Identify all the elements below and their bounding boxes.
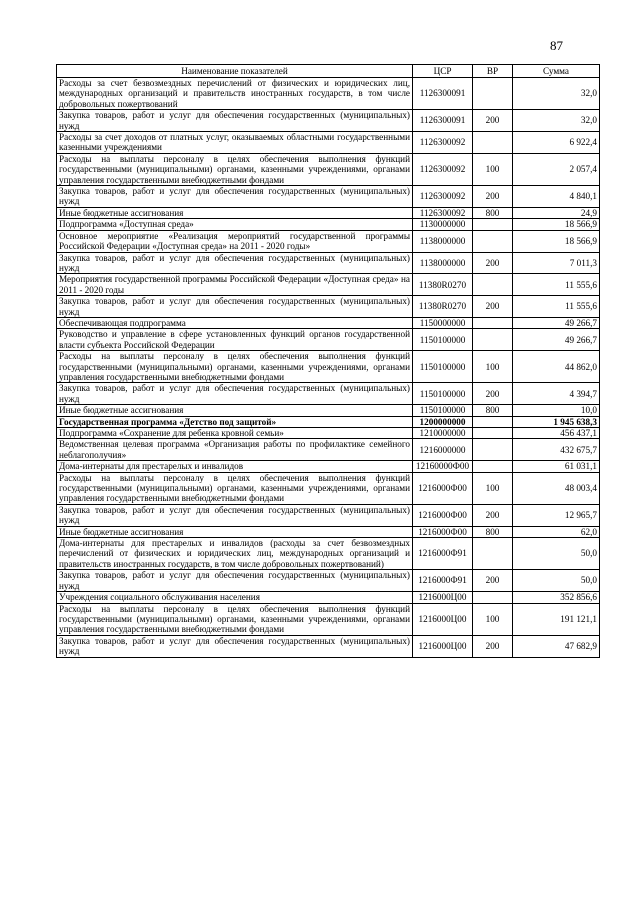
page-number: 87 bbox=[550, 38, 563, 53]
cell-sum: 50,0 bbox=[513, 538, 600, 570]
table-row bbox=[57, 526, 600, 537]
table-row bbox=[57, 274, 600, 296]
cell-name: Закупка товаров, работ и услуг для обеспечения государственных (муниципальных) нужд bbox=[57, 635, 413, 657]
cell-sum: 11 555,6 bbox=[513, 296, 600, 318]
cell-csr: 1216000Ц00 bbox=[413, 603, 473, 635]
cell-vr: 100 bbox=[473, 603, 513, 635]
table-row bbox=[57, 635, 600, 657]
cell-vr: 800 bbox=[473, 405, 513, 416]
cell-vr bbox=[473, 274, 513, 296]
cell-vr: 200 bbox=[473, 296, 513, 318]
cell-csr: 1150000000 bbox=[413, 317, 473, 328]
budget-table bbox=[56, 64, 600, 658]
cell-name: Расходы за счет доходов от платных услуг, оказываемых областными государственными казенными учреждениями bbox=[57, 132, 413, 154]
cell-vr bbox=[473, 439, 513, 461]
cell-name: Закупка товаров, работ и услуг для обеспечения государственных (муниципальных) нужд bbox=[57, 570, 413, 592]
table-row bbox=[57, 317, 600, 328]
cell-csr: 1138000000 bbox=[413, 230, 473, 252]
cell-vr: 200 bbox=[473, 504, 513, 526]
cell-sum: 2 057,4 bbox=[513, 153, 600, 185]
cell-sum: 18 566,9 bbox=[513, 230, 600, 252]
table-row bbox=[57, 570, 600, 592]
cell-sum: 32,0 bbox=[513, 110, 600, 132]
cell-csr: 1216000Ф91 bbox=[413, 538, 473, 570]
table-row bbox=[57, 186, 600, 208]
cell-name: Расходы на выплаты персоналу в целях обеспечения выполнения функций государственными (муниципальными) органами, казенными учреждениями, органами управления государственными внебюджетными фондами bbox=[57, 153, 413, 185]
cell-vr bbox=[473, 219, 513, 230]
table-row bbox=[57, 207, 600, 218]
cell-csr: 1216000Ц00 bbox=[413, 635, 473, 657]
cell-vr: 200 bbox=[473, 110, 513, 132]
table-row bbox=[57, 416, 600, 427]
cell-sum: 47 682,9 bbox=[513, 635, 600, 657]
cell-csr: 1130000000 bbox=[413, 219, 473, 230]
cell-name: Закупка товаров, работ и услуг для обеспечения государственных (муниципальных) нужд bbox=[57, 504, 413, 526]
cell-name: Учреждения социального обслуживания населения bbox=[57, 592, 413, 603]
cell-sum: 49 266,7 bbox=[513, 317, 600, 328]
table-body bbox=[57, 78, 600, 658]
cell-name: Мероприятия государственной программы Российской Федерации «Доступная среда» на 2011 - 2020 годы bbox=[57, 274, 413, 296]
cell-vr bbox=[473, 538, 513, 570]
table-row bbox=[57, 428, 600, 439]
cell-csr: 1216000000 bbox=[413, 439, 473, 461]
cell-sum: 24,9 bbox=[513, 207, 600, 218]
cell-csr: 11380R0270 bbox=[413, 274, 473, 296]
table-row bbox=[57, 538, 600, 570]
cell-sum: 61 031,1 bbox=[513, 461, 600, 472]
cell-name: Закупка товаров, работ и услуг для обеспечения государственных (муниципальных) нужд bbox=[57, 296, 413, 318]
table-header-row bbox=[57, 65, 600, 78]
cell-csr: 1126300092 bbox=[413, 207, 473, 218]
cell-sum: 4 840,1 bbox=[513, 186, 600, 208]
cell-name: Расходы на выплаты персоналу в целях обеспечения выполнения функций государственными (муниципальными) органами, казенными учреждениями, органами управления государственными внебюджетными фондами bbox=[57, 603, 413, 635]
cell-sum: 48 003,4 bbox=[513, 472, 600, 504]
cell-name: Закупка товаров, работ и услуг для обеспечения государственных (муниципальных) нужд bbox=[57, 110, 413, 132]
cell-name: Дома-интернаты для престарелых и инвалидов bbox=[57, 461, 413, 472]
cell-csr: 1216000Ф00 bbox=[413, 472, 473, 504]
cell-name: Подпрограмма «Сохранение для ребенка кровной семьи» bbox=[57, 428, 413, 439]
cell-sum: 62,0 bbox=[513, 526, 600, 537]
cell-name: Подпрограмма «Доступная среда» bbox=[57, 219, 413, 230]
cell-name: Ведомственная целевая программа «Организация работы по профилактике семейного неблагополучия» bbox=[57, 439, 413, 461]
cell-sum: 18 566,9 bbox=[513, 219, 600, 230]
cell-csr: 1150100000 bbox=[413, 351, 473, 383]
table-row bbox=[57, 78, 600, 110]
table-row bbox=[57, 296, 600, 318]
cell-csr: 1126300092 bbox=[413, 132, 473, 154]
cell-csr: 12160000Ф00 bbox=[413, 461, 473, 472]
table-row bbox=[57, 110, 600, 132]
table-row bbox=[57, 329, 600, 351]
cell-name: Расходы на выплаты персоналу в целях обеспечения выполнения функций государственными (муниципальными) органами, казенными учреждениями, органами управления государственными внебюджетными фондами bbox=[57, 351, 413, 383]
header-name: Наименование показателей bbox=[57, 65, 413, 78]
cell-sum: 50,0 bbox=[513, 570, 600, 592]
header-vr: ВР bbox=[473, 65, 513, 78]
cell-vr: 800 bbox=[473, 526, 513, 537]
cell-csr: 1138000000 bbox=[413, 252, 473, 274]
table-row bbox=[57, 153, 600, 185]
header-sum: Сумма bbox=[513, 65, 600, 78]
cell-vr bbox=[473, 329, 513, 351]
cell-vr: 800 bbox=[473, 207, 513, 218]
table-row bbox=[57, 383, 600, 405]
cell-name: Закупка товаров, работ и услуг для обеспечения государственных (муниципальных) нужд bbox=[57, 252, 413, 274]
cell-sum: 7 011,3 bbox=[513, 252, 600, 274]
cell-vr: 100 bbox=[473, 153, 513, 185]
table-row bbox=[57, 132, 600, 154]
cell-name: Расходы за счет безвозмездных перечислений от физических и юридических лиц, международных организаций и правительств иностранных государств, в том числе добровольных пожертвований bbox=[57, 78, 413, 110]
cell-csr: 1216000Ф91 bbox=[413, 570, 473, 592]
cell-name: Закупка товаров, работ и услуг для обеспечения государственных (муниципальных) нужд bbox=[57, 383, 413, 405]
cell-vr bbox=[473, 132, 513, 154]
cell-csr: 1216000Ф00 bbox=[413, 504, 473, 526]
cell-sum: 6 922,4 bbox=[513, 132, 600, 154]
cell-name: Иные бюджетные ассигнования bbox=[57, 207, 413, 218]
cell-vr: 200 bbox=[473, 570, 513, 592]
cell-name: Расходы на выплаты персоналу в целях обеспечения выполнения функций государственными (муниципальными) органами, казенными учреждениями, органами управления государственными внебюджетными фондами bbox=[57, 472, 413, 504]
table-row bbox=[57, 252, 600, 274]
cell-sum: 1 945 638,3 bbox=[513, 416, 600, 427]
table-row bbox=[57, 405, 600, 416]
cell-csr: 1150100000 bbox=[413, 329, 473, 351]
cell-vr: 100 bbox=[473, 351, 513, 383]
table-row bbox=[57, 504, 600, 526]
table-row bbox=[57, 439, 600, 461]
table-row bbox=[57, 219, 600, 230]
cell-name: Руководство и управление в сфере установленных функций органов государственной власти субъекта Российской Федерации bbox=[57, 329, 413, 351]
cell-vr bbox=[473, 230, 513, 252]
cell-csr: 1126300092 bbox=[413, 153, 473, 185]
cell-csr: 1126300091 bbox=[413, 110, 473, 132]
cell-csr: 1150100000 bbox=[413, 383, 473, 405]
cell-name: Закупка товаров, работ и услуг для обеспечения государственных (муниципальных) нужд bbox=[57, 186, 413, 208]
cell-sum: 32,0 bbox=[513, 78, 600, 110]
cell-csr: 1150100000 bbox=[413, 405, 473, 416]
cell-vr: 200 bbox=[473, 186, 513, 208]
table-row bbox=[57, 461, 600, 472]
cell-sum: 456 437,1 bbox=[513, 428, 600, 439]
cell-vr bbox=[473, 592, 513, 603]
table-row bbox=[57, 351, 600, 383]
cell-csr: 1216000Ц00 bbox=[413, 592, 473, 603]
cell-vr bbox=[473, 78, 513, 110]
table-row bbox=[57, 592, 600, 603]
cell-sum: 352 856,6 bbox=[513, 592, 600, 603]
cell-sum: 49 266,7 bbox=[513, 329, 600, 351]
cell-csr: 1126300091 bbox=[413, 78, 473, 110]
cell-vr bbox=[473, 461, 513, 472]
cell-vr bbox=[473, 317, 513, 328]
cell-sum: 191 121,1 bbox=[513, 603, 600, 635]
cell-csr: 1200000000 bbox=[413, 416, 473, 427]
cell-name: Обеспечивающая подпрограмма bbox=[57, 317, 413, 328]
cell-vr bbox=[473, 416, 513, 427]
header-csr: ЦСР bbox=[413, 65, 473, 78]
table-row bbox=[57, 603, 600, 635]
cell-name: Основное мероприятие «Реализация мероприятий государственной программы Российской Федерации «Доступная среда» на 2011 - 2020 годы» bbox=[57, 230, 413, 252]
cell-name: Государственная программа «Детство под защитой» bbox=[57, 416, 413, 427]
cell-sum: 4 394,7 bbox=[513, 383, 600, 405]
cell-name: Иные бюджетные ассигнования bbox=[57, 405, 413, 416]
cell-sum: 432 675,7 bbox=[513, 439, 600, 461]
cell-vr: 200 bbox=[473, 383, 513, 405]
cell-csr: 1210000000 bbox=[413, 428, 473, 439]
cell-sum: 10,0 bbox=[513, 405, 600, 416]
cell-vr: 200 bbox=[473, 635, 513, 657]
cell-vr: 200 bbox=[473, 252, 513, 274]
cell-name: Иные бюджетные ассигнования bbox=[57, 526, 413, 537]
cell-csr: 1216000Ф00 bbox=[413, 526, 473, 537]
cell-sum: 44 862,0 bbox=[513, 351, 600, 383]
cell-sum: 11 555,6 bbox=[513, 274, 600, 296]
cell-sum: 12 965,7 bbox=[513, 504, 600, 526]
cell-csr: 1126300092 bbox=[413, 186, 473, 208]
cell-vr bbox=[473, 428, 513, 439]
table-row bbox=[57, 472, 600, 504]
cell-name: Дома-интернаты для престарелых и инвалидов (расходы за счет безвозмездных перечислений от физических и юридических лиц, международных организаций и правительств иностранных государств, в том числе добровольных пожертвований) bbox=[57, 538, 413, 570]
table-row bbox=[57, 230, 600, 252]
cell-csr: 11380R0270 bbox=[413, 296, 473, 318]
cell-vr: 100 bbox=[473, 472, 513, 504]
